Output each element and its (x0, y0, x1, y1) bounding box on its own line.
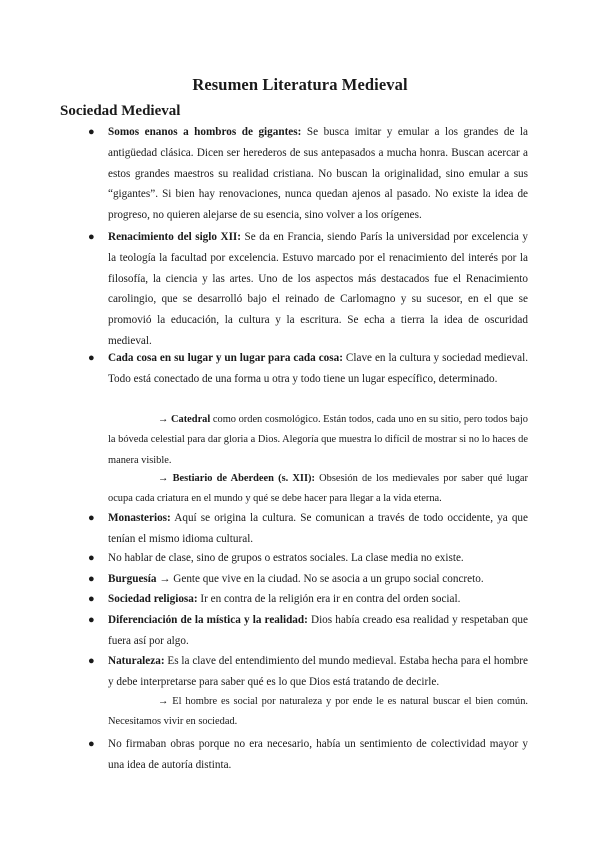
list-item (88, 589, 528, 610)
bullet-icon: ● (88, 231, 95, 243)
list-item (88, 651, 528, 693)
item-term: Monasterios: (108, 512, 171, 524)
list-item (88, 122, 529, 226)
document-title: Resumen Literatura Medieval (192, 75, 408, 94)
item-text: Dios había creado esa realidad y respetaban que fuera así por algo. (108, 614, 528, 647)
item-term: Cada cosa en su lugar y un lugar para cada cosa: (108, 352, 343, 364)
arrow-icon: → (158, 696, 169, 707)
bullet-icon: ● (88, 352, 95, 364)
item-text: Es la clave del entendimiento del mundo medieval. Estaba hecha para el hombre y debe interpretarse para saber qué es lo que Dios está tratando de decirle. (108, 655, 528, 688)
item-term: Sociedad religiosa: (108, 593, 198, 605)
list-item (88, 227, 528, 352)
list-item (88, 548, 528, 569)
item-text: Se busca imitar y emular a los grandes de la antigüedad clásica. Dicen ser herederos de sus antepasados a mucha honra. Buscan acercar a estos grandes maestros su realidad cristiana. No buscan la originalidad, sino emular a sus “gigantes”. Si bien hay renovaciones, nunca quedan ajenos al pasado. No existe la idea de progreso, no quieren alejarse de su esencia, sino volver a los orígenes. (108, 126, 529, 222)
item-text: Aquí se origina la cultura. Se comunican a través de todo occidente, ya que tenían el mismo idioma cultural. (108, 512, 528, 545)
item-text: No firmaban obras porque no era necesario, había un sentimiento de colectividad mayor y una idea de autoría distinta. (108, 738, 528, 771)
list-item (88, 610, 528, 652)
item-term: Somos enanos a hombros de gigantes: (108, 126, 302, 138)
sub-note (108, 410, 528, 471)
item-text: Clave en la cultura y sociedad medieval. Todo está conectado de una forma u otra y todo tiene un lugar específico, determinado. (108, 352, 528, 385)
arrow-icon: → (158, 414, 169, 425)
item-term: Burguesía (108, 573, 157, 585)
list-item (88, 734, 528, 776)
item-text: No hablar de clase, sino de grupos o estratos sociales. La clase media no existe. (108, 552, 464, 564)
arrow-icon: → (158, 473, 169, 484)
item-text: Ir en contra de la religión era ir en contra del orden social. (197, 593, 461, 605)
item-term: Diferenciación de la mística y la realidad: (108, 614, 308, 626)
sub-text: como orden cosmológico. Están todos, cada uno en su sitio, pero todos bajo la bóveda celestial para dar gloria a Dios. Alegoría que muestra lo difícil de mostrar si no lo haces de manera visible. (108, 414, 528, 466)
sub-note (108, 692, 528, 733)
bullet-icon: ● (88, 593, 95, 605)
sub-term: Bestiario de Aberdeen (s. XII): (172, 473, 315, 484)
list-item (88, 508, 528, 550)
sub-text: El hombre es social por naturaleza y por ende le es natural buscar el bien común. Necesitamos vivir en sociedad. (108, 696, 528, 728)
bullet-icon: ● (88, 512, 95, 524)
bullet-icon: ● (88, 126, 95, 138)
bullet-icon: ● (88, 552, 95, 564)
bullet-icon: ● (88, 573, 95, 585)
section-heading: Sociedad Medieval (60, 103, 181, 119)
item-term: Renacimiento del siglo XII: (108, 231, 242, 243)
bullet-icon: ● (88, 738, 95, 750)
item-text: → Gente que vive en la ciudad. No se asocia a un grupo social concreto. (156, 573, 484, 585)
item-text: Se da en Francia, siendo París la universidad por excelencia y la teología la facultad por excelencia. Estuvo marcado por el renacimiento del interés por la filosofía, la ciencia y las artes. Uno de los aspectos más destacados fue el Renacimiento carolingio, que se desarrolló bajo el reinado de Carlomagno y su sucesor, en el que se promovió la educación, la cultura y la escritura. Se echa a tierra la idea de oscuridad medieval. (108, 231, 528, 347)
sub-text: Obsesión de los medievales por saber qué lugar ocupa cada criatura en el mundo y qué se debe hacer para llegar a la vida eterna. (108, 473, 528, 505)
bullet-icon: ● (88, 655, 95, 667)
list-item (88, 569, 528, 590)
sub-note (108, 469, 528, 510)
sub-term: Catedral (171, 414, 211, 425)
list-item (88, 348, 528, 390)
item-term: Naturaleza: (108, 655, 165, 667)
bullet-icon: ● (88, 614, 95, 626)
